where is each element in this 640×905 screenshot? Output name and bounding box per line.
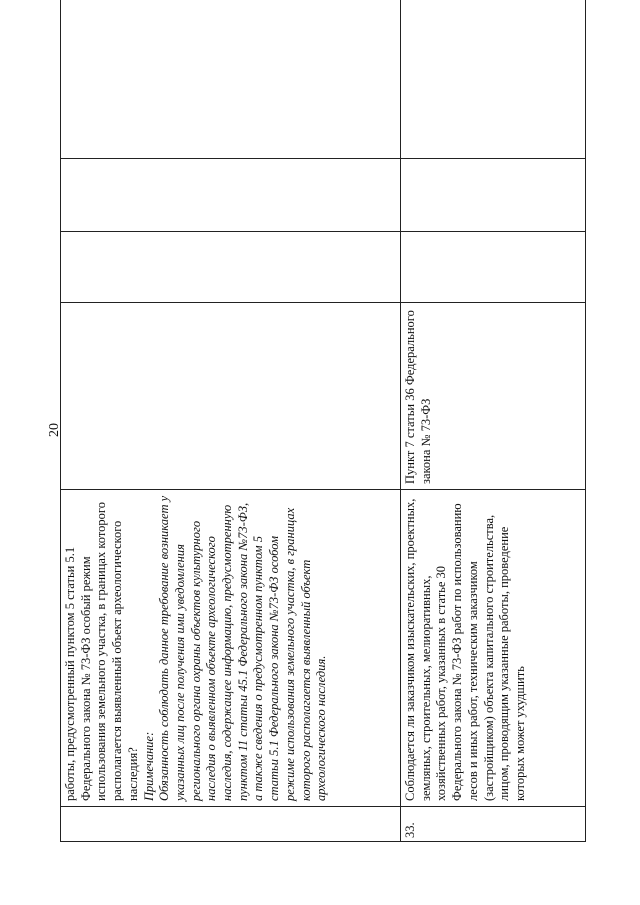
rotated-table-container [60, 62, 580, 842]
question-cell [401, 490, 586, 807]
legal-reference-cell [61, 303, 401, 490]
row-number-cell [61, 807, 401, 842]
answer-cell-2 [61, 159, 401, 232]
note-label: Примечание: [141, 731, 156, 801]
question-cell [61, 490, 401, 807]
answer-cell-3 [401, 0, 586, 159]
checklist-table [60, 0, 586, 842]
answer-cell-1 [61, 232, 401, 303]
table-row [61, 0, 401, 842]
answer-cell-1 [401, 232, 586, 303]
row-number-cell: 33. [401, 807, 586, 842]
question-text: работы, предусмотренный пунктом 5 статьи 5.1 Федерального закона № 73-ФЗ особый режим использования земельного участка, в границах которого располагается выявленный объект археологического наследия? [63, 502, 140, 801]
answer-cell-3 [61, 0, 401, 159]
legal-reference-cell: Пункт 7 статьи 36 Федерального закона № 73-ФЗ [401, 303, 586, 490]
answer-cell-2 [401, 159, 586, 232]
note-text: Обязанность соблюдать данное требование возникает у указанных лиц после получения ими уведомления регионального органа охраны объектов культурного наследия о выявленном объекте археологического наследия, содержащее информацию, предусмотренную пунктом 11 статьи 45.1 Федерального закона №73-ФЗ, а также сведения о предусмотренном пунктом 5 статьи 5.1 Федерального закона №73-ФЗ особом режиме использования земельного участка, в границах которого располагается выявленный объект археологического наследия. [157, 495, 329, 801]
table-row [401, 0, 586, 842]
page-number: 20 [47, 423, 62, 437]
question-text: Соблюдается ли заказчиком изыскательских, проектных, земляных, строительных, мелиоративных, хозяйственных работ, указанных в статье 30 Федерального закона № 73-ФЗ работ по использованию лесов и иных работ, техническим заказчиком (застройщиком) объекта капитального строительства, лицом, проводящим указанные работы, проведение которых может ухудшить [403, 498, 527, 801]
